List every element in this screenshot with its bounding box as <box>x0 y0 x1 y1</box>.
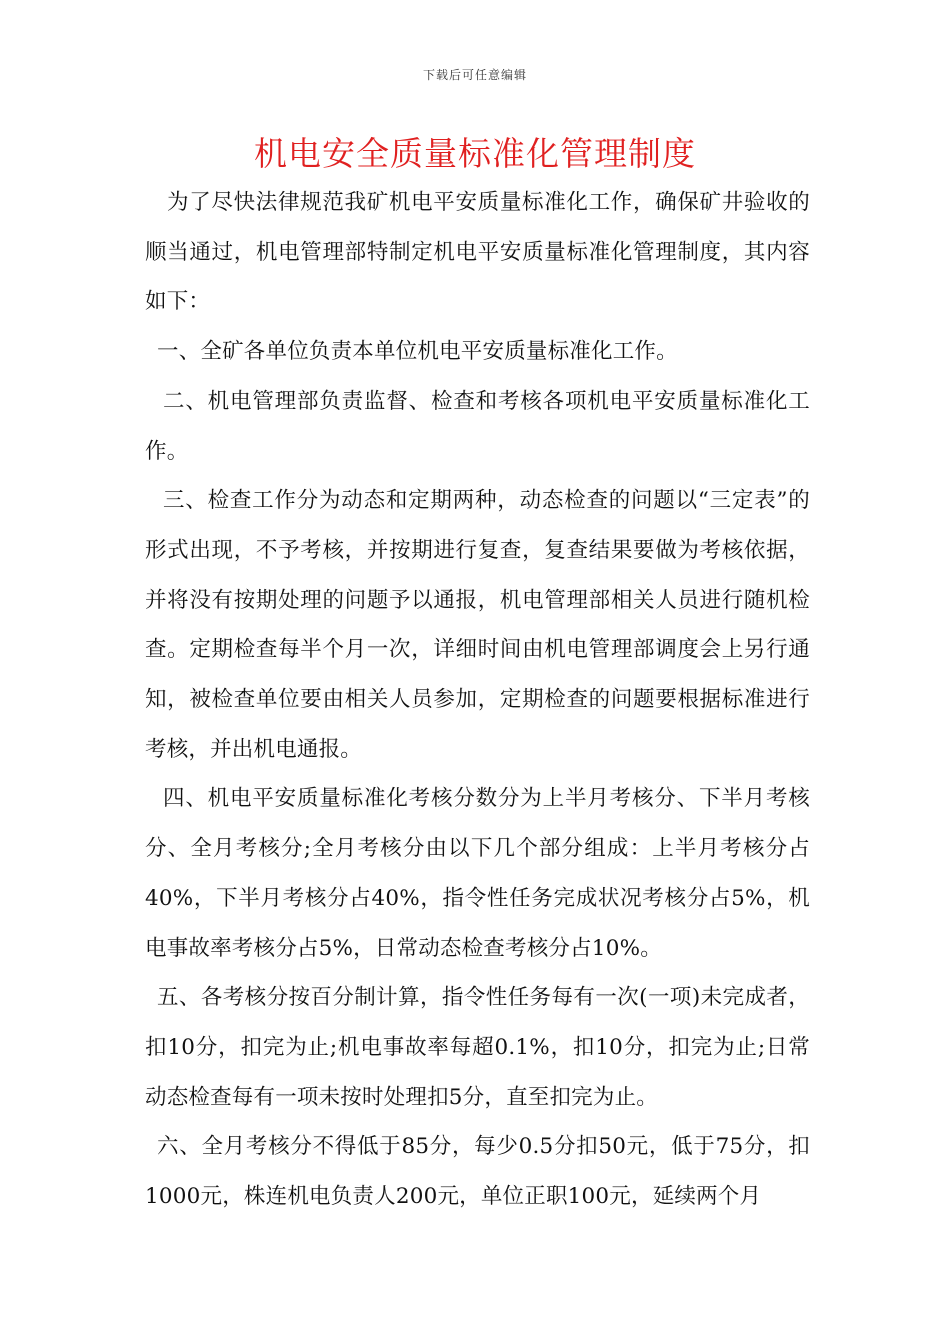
intro-paragraph: 为了尽快法律规范我矿机电平安质量标准化工作，确保矿井验收的顺当通过，机电管理部特制定机电平安质量标准化管理制度，其内容如下： <box>145 190 810 315</box>
item-paragraph-4: 四、机电平安质量标准化考核分数分为上半月考核分、下半月考核分、全月考核分;全月考核分由以下几个部分组成：上半月考核分占40%，下半月考核分占40%，指令性任务完成状况考核分占5%，机电事故率考核分占5%，日常动态检查考核分占10%。 <box>145 786 810 961</box>
document-title: 机电安全质量标准化管理制度 <box>254 134 696 173</box>
header-note: 下载后可任意编辑 <box>422 68 527 82</box>
item-paragraph-1: 一、全矿各单位负责本单位机电平安质量标准化工作。 <box>157 339 678 365</box>
item-paragraph-3: 三、检查工作分为动态和定期两种，动态检查的问题以“三定表”的形式出现，不予考核，并按期进行复查，复查结果要做为考核依据，并将没有按期处理的问题予以通报，机电管理部相关人员进行随机检查。定期检查每半个月一次，详细时间由机电管理部调度会上另行通知，被检查单位要由相关人员参加，定期检查的问题要根据标准进行考核，并出机电通报。 <box>145 488 810 762</box>
document-body <box>145 178 810 1222</box>
item-paragraph-2: 二、机电管理部负责监督、检查和考核各项机电平安质量标准化工作。 <box>145 388 810 464</box>
item-paragraph-6: 六、全月考核分不得低于85分，每少0.5分扣50元，低于75分，扣1000元，株连机电负责人200元，单位正职100元，延续两个月 <box>145 1134 810 1210</box>
item-paragraph-5: 五、各考核分按百分制计算，指令性任务每有一次(一项)未完成者，扣10分，扣完为止;机电事故率每超0.1%，扣10分，扣完为止;日常动态检查每有一项未按时处理扣5分，直至扣完为止。 <box>145 985 810 1110</box>
